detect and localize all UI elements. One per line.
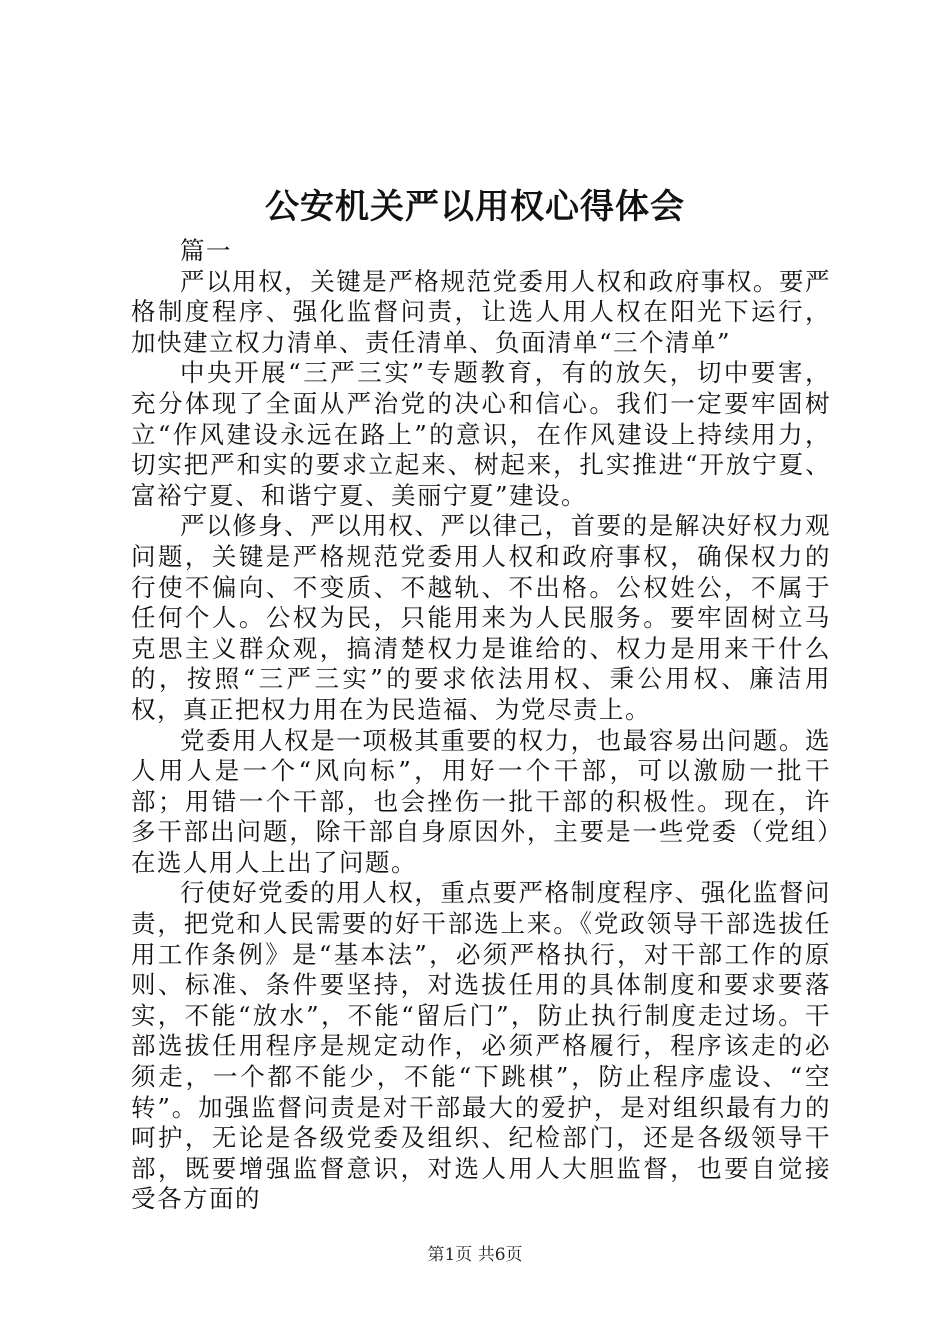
document-title: 公安机关严以用权心得体会 [265, 187, 685, 227]
paragraph-5: 行使好党委的用人权，重点要严格制度程序、强化监督问责，把党和人民需要的好干部选上来。《党政领导干部选拔任用工作条例》是“基本法”，必须严格执行，对干部工作的原则、标准、条件要坚持，对选拔任用的具体制度和要求要落实，不能“放水”，不能“留后门”，防止执行制度走过场。干部选拔任用程序是规定动作，必须严格履行，程序该走的必须走，一个都不能少，不能“下跳棋”，防止程序虚设、“空转”。加强监督问责是对干部最大的爱护，是对组织最有力的呵护，无论是各级党委及组织、纪检部门，还是各级领导干部，既要增强监督意识，对选人用人大胆监督，也要自觉接受各方面的 [131, 878, 831, 1214]
paragraph-1: 严以用权，关键是严格规范党委用人权和政府事权。要严格制度程序、强化监督问责，让选人用人权在阳光下运行，加快建立权力清单、责任清单、负面清单“三个清单” [131, 266, 831, 357]
page-footer: 第1页 共6页 [427, 1245, 523, 1265]
paragraph-4: 党委用人权是一项极其重要的权力，也最容易出问题。选人用人是一个“风向标”，用好一个干部，可以激励一批干部；用错一个干部，也会挫伤一批干部的积极性。现在，许多干部出问题，除干部自身原因外，主要是一些党委（党组）在选人用人上出了问题。 [131, 725, 831, 877]
paragraph-2: 中央开展“三严三实”专题教育，有的放矢，切中要害，充分体现了全面从严治党的决心和信心。我们一定要牢固树立“作风建设永远在路上”的意识，在作风建设上持续用力，切实把严和实的要求立起来、树起来，扎实推进“开放宁夏、富裕宁夏、和谐宁夏、美丽宁夏”建设。 [131, 358, 831, 510]
section-label: 篇一 [180, 236, 232, 265]
paragraph-3: 严以修身、严以用权、严以律己，首要的是解决好权力观问题，关键是严格规范党委用人权和政府事权，确保权力的行使不偏向、不变质、不越轨、不出格。公权姓公，不属于任何个人。公权为民，只能用来为人民服务。要牢固树立马克思主义群众观，搞清楚权力是谁给的、权力是用来干什么的，按照“三严三实”的要求依法用权、秉公用权、廉洁用权，真正把权力用在为民造福、为党尽责上。 [131, 511, 831, 724]
document-body [131, 236, 831, 1215]
